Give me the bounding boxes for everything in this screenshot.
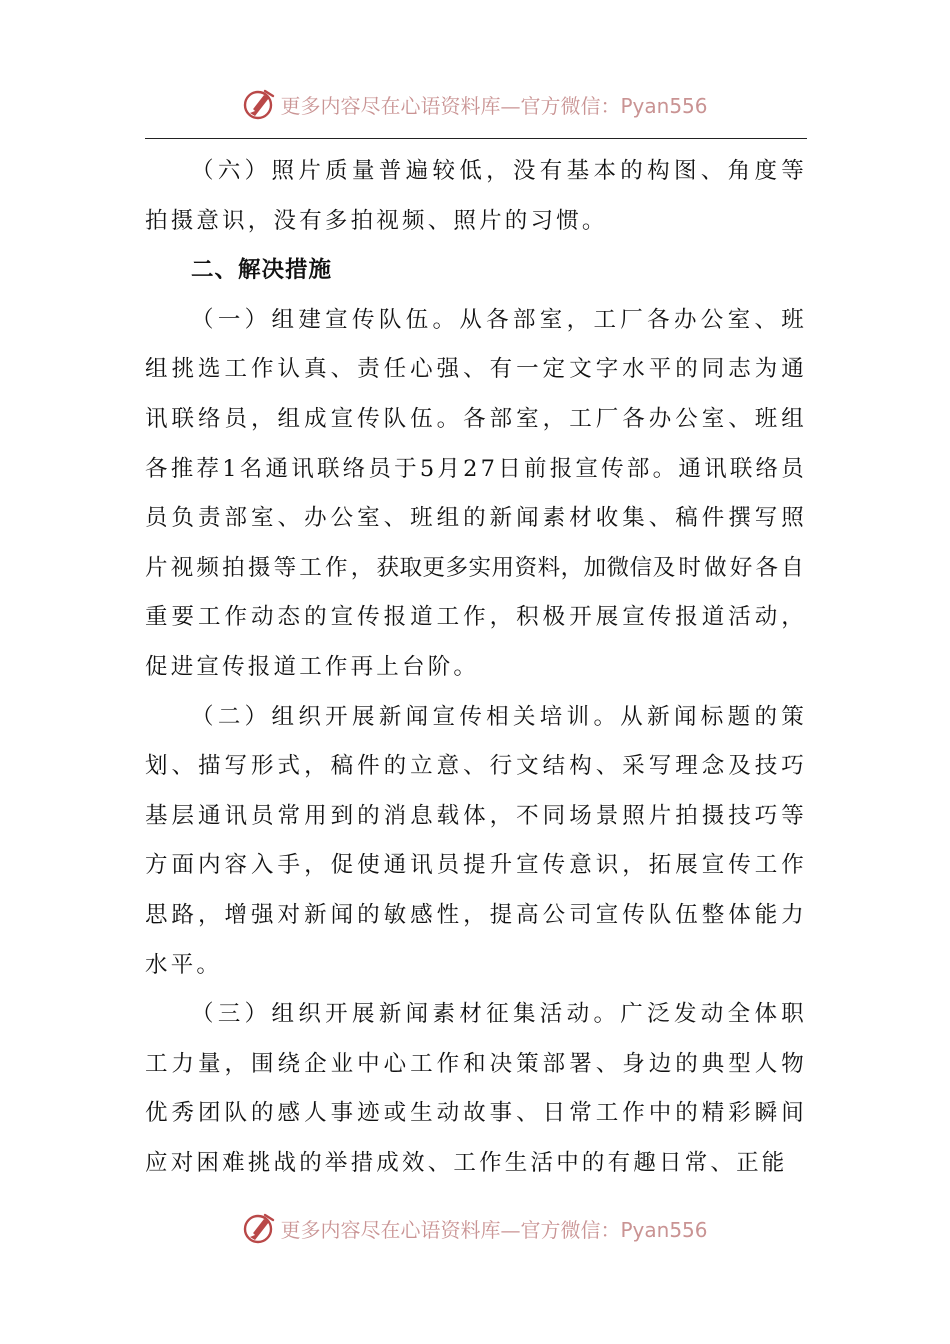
document-body	[145, 147, 807, 1188]
footer-text: 更多内容尽在心语资料库—官方微信：Pyan556	[280, 1217, 708, 1242]
inline-ad-text: 获取更多实用资料，加微信	[376, 554, 653, 581]
header-divider	[145, 138, 807, 139]
header-text: 更多内容尽在心语资料库—官方微信：Pyan556	[280, 93, 708, 118]
pen-nib-logo-icon	[242, 87, 276, 121]
header-wechat-id: Pyan556	[620, 93, 708, 118]
paragraph-six: （六）照片质量普遍较低，没有基本的构图、角度等拍摄意识，没有多拍视频、照片的习惯。	[145, 158, 807, 234]
pen-nib-logo-icon	[242, 1211, 276, 1245]
section-heading: 二、解决措施	[191, 257, 333, 284]
footer-wechat-id: Pyan556	[620, 1217, 708, 1242]
paragraph-three: （三）组织开展新闻素材征集活动。广泛发动全体职工力量，围绕企业中心工作和决策部署、身边的典型人物优秀团队的感人事迹或生动故事、日常工作中的精彩瞬间应对困难挑战的举措成效、工作生活中的有趣日常、正能	[145, 1001, 807, 1176]
page-footer	[0, 1208, 950, 1248]
paragraph-one: （一）组建宣传队伍。从各部室，工厂各办公室、班组挑选工作认真、责任心强、有一定文字水平的同志为通讯联络员，组成宣传队伍。各部室，工厂各办公室、班组各推荐1名通讯联络员于5月27日前报宣传部。通讯联络员员负责部室、办公室、班组的新闻素材收集、稿件撰写照片视频拍摄等工作，获取更多实用资料，加微信及时做好各自重要工作动态的宣传报道工作，积极开展宣传报道活动，促进宣传报道工作再上台阶。	[145, 306, 807, 680]
page-header	[0, 84, 950, 124]
paragraph-two: （二）组织开展新闻宣传相关培训。从新闻标题的策划、描写形式，稿件的立意、行文结构、采写理念及技巧基层通讯员常用到的消息载体，不同场景照片拍摄技巧等方面内容入手，促使通讯员提升宣传意识，拓展宣传工作思路，增强对新闻的敏感性，提高公司宣传队伍整体能力水平。	[145, 703, 807, 978]
